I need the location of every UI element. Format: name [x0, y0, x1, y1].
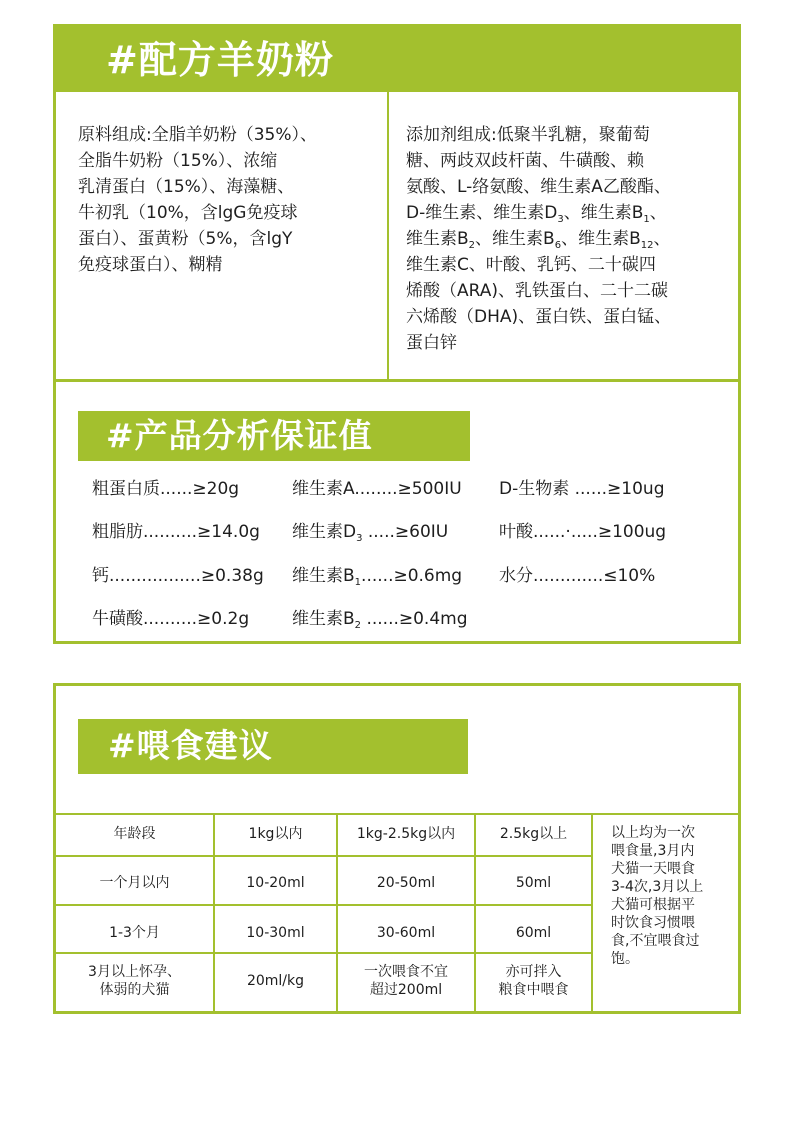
raw-line: 原料组成:全脂羊奶粉（35%）、 — [78, 125, 318, 145]
table-cell: 1-3个月 — [109, 925, 160, 941]
table-cell: 20-50ml — [376, 875, 436, 891]
table-row-line — [56, 855, 591, 857]
feeding-title: #喂食建议 — [108, 726, 273, 765]
spec-item: 钙.................≥0.38g — [92, 566, 264, 586]
additive-line: 糖、两歧双歧杆菌、牛磺酸、赖 — [406, 151, 644, 171]
formula-title-bar — [56, 27, 738, 92]
table-top-line — [56, 813, 738, 815]
raw-line: 蛋白）、蛋黄粉（5%，含lgY — [78, 229, 293, 249]
spec-item: 水分.............≤10% — [499, 566, 656, 586]
additive-line: 氨酸、L-络氨酸、维生素A乙酸酯、 — [406, 177, 671, 197]
additive-line: 维生素C、叶酸、乳钙、二十碳四 — [406, 255, 656, 275]
table-cell: 亦可拌入 粮食中喂食 — [498, 964, 569, 998]
table-cell: 一个月以内 — [99, 875, 170, 891]
table-cell: 3月以上怀孕、 体弱的犬猫 — [88, 964, 181, 998]
feeding-title-bar — [78, 719, 468, 774]
additive-line: D-维生素、维生素$D_3$、维生素$B_1$、 — [406, 203, 667, 225]
spec-item: D-生物素 ......≥10ug — [499, 479, 665, 499]
ingredients-divider — [387, 92, 389, 379]
table-cell: 30-60ml — [376, 925, 436, 941]
raw-line: 乳清蛋白（15%）、海藻糖、 — [78, 177, 295, 197]
table-col-line — [591, 813, 593, 1011]
spec-item: 牛磺酸..........≥0.2g — [92, 609, 250, 629]
table-cell: 20ml/kg — [246, 973, 305, 989]
formula-title: #配方羊奶粉 — [106, 38, 334, 82]
raw-materials-text — [78, 122, 378, 278]
analysis-title: #产品分析保证值 — [106, 416, 373, 455]
raw-line: 免疫球蛋白）、糊精 — [78, 255, 223, 275]
analysis-title-bar — [78, 411, 470, 461]
table-header: 1kg以内 — [248, 826, 303, 842]
feeding-note: 以上均为一次 喂食量,3月内 犬猫一天喂食 3-4次,3月以上 犬猫可根据平 时饮食习惯喂 食,不宜喂食过 饱。 — [611, 825, 704, 967]
table-header: 1kg-2.5kg以内 — [356, 826, 456, 842]
table-row-line — [56, 952, 591, 954]
spec-item: 维生素A........≥500IU — [292, 479, 462, 499]
table-row-line — [56, 904, 591, 906]
additive-line: 蛋白锌 — [406, 333, 457, 353]
table-cell: 50ml — [515, 875, 552, 891]
table-header: 2.5kg以上 — [499, 826, 568, 842]
spec-item: 维生素$B_2$ ......≥0.4mg — [292, 609, 468, 631]
table-cell: 10-20ml — [246, 875, 305, 891]
additive-line: 烯酸（ARA)、乳铁蛋白、二十二碳 — [406, 281, 669, 301]
raw-line: 牛初乳（10%，含lgG免疫球 — [78, 203, 298, 223]
raw-line: 全脂牛奶粉（15%）、浓缩 — [78, 151, 278, 171]
spec-item: 叶酸......·.....≥100ug — [499, 522, 667, 542]
additive-line: 维生素$B_2$、维生素$B_6$、维生素$B_{12}$、 — [406, 229, 671, 251]
spec-item: 粗脂肪..........≥14.0g — [92, 522, 260, 542]
table-cell: 60ml — [515, 925, 552, 941]
table-header: 年龄段 — [113, 826, 156, 842]
additives-text — [406, 122, 736, 356]
feeding-section — [53, 683, 741, 1014]
formula-section — [53, 24, 741, 644]
additive-line: 添加剂组成:低聚半乳糖，聚葡萄 — [406, 125, 650, 145]
table-cell: 一次喂食不宜 超过200ml — [364, 964, 448, 998]
spec-item: 粗蛋白质......≥20g — [92, 479, 240, 499]
table-cell: 10-30ml — [246, 925, 305, 941]
spec-item: 维生素$B_1......\ge 0.6mg$ — [292, 566, 463, 588]
additive-line: 六烯酸（DHA)、蛋白铁、蛋白锰、 — [406, 307, 672, 327]
ingredients-panel — [56, 92, 738, 382]
spec-item: 维生素$D_3$ .....≥60IU — [292, 522, 449, 544]
